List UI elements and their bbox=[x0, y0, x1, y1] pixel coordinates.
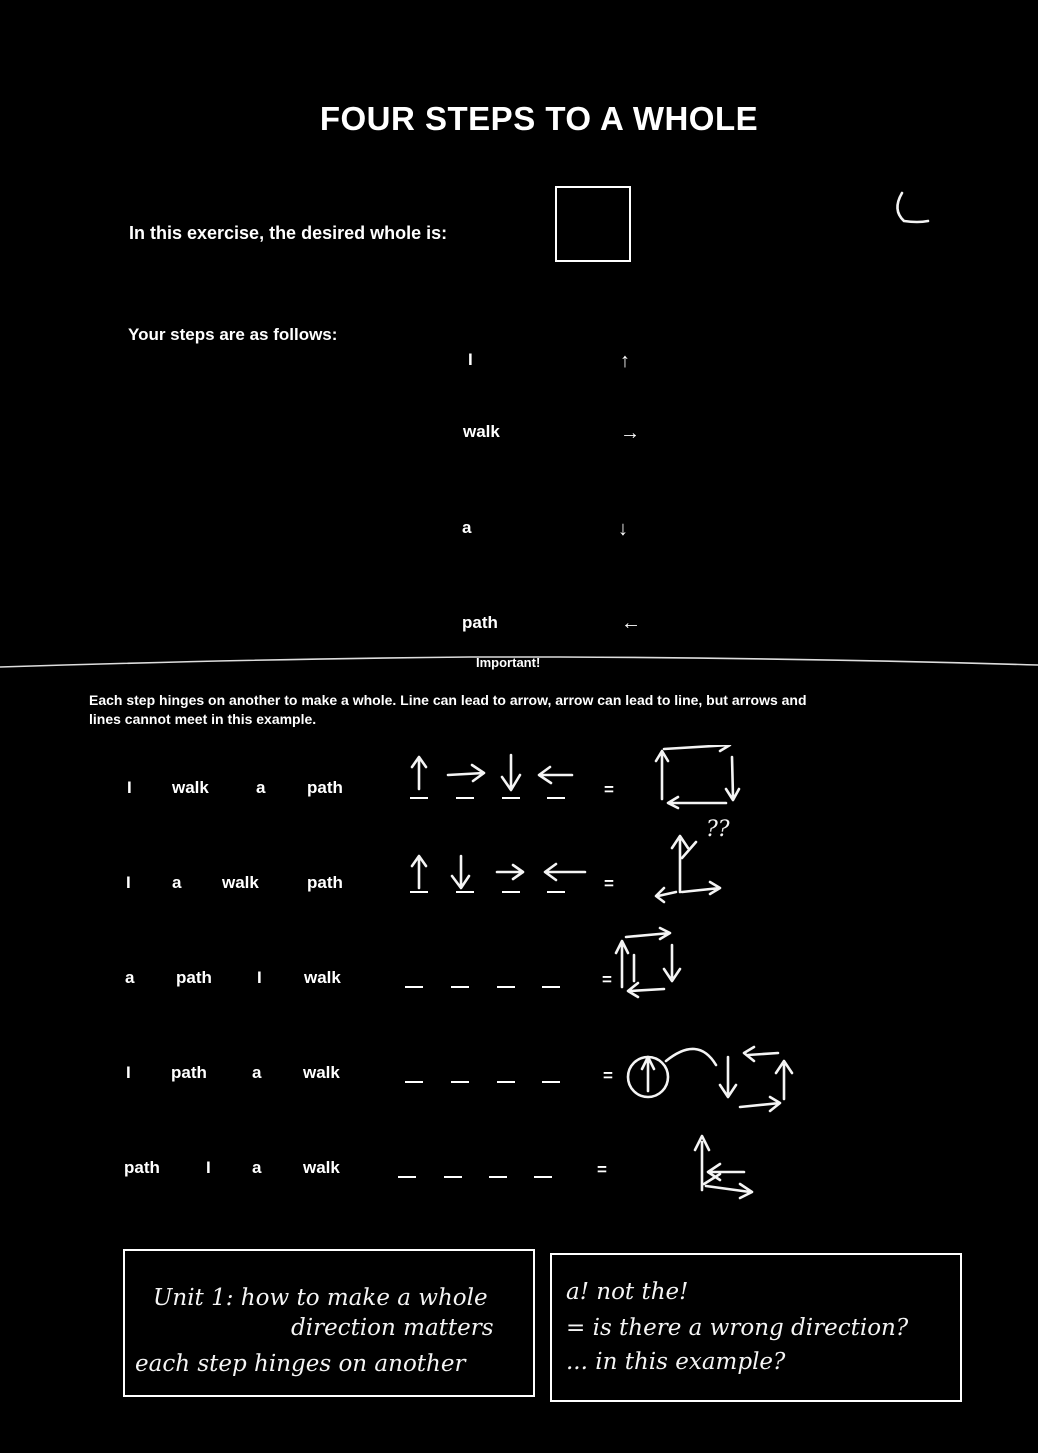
step-word-2: walk bbox=[463, 422, 500, 441]
step-arrow-up-icon: ↑ bbox=[620, 350, 630, 372]
row4-word-3: a bbox=[252, 1063, 262, 1082]
row4-blank-2 bbox=[451, 1081, 469, 1083]
note-left-line2: direction matters bbox=[291, 1315, 494, 1341]
row5-word-4: walk bbox=[303, 1158, 340, 1177]
row5-blank-4 bbox=[534, 1176, 552, 1178]
row4-blank-4 bbox=[542, 1081, 560, 1083]
row2-word-4: path bbox=[307, 873, 343, 892]
note-right-line1: a! not the! bbox=[566, 1279, 689, 1305]
row4-handwritten-figure bbox=[620, 1035, 810, 1120]
important-label: Important! bbox=[476, 655, 541, 670]
page-title: FOUR STEPS TO A WHOLE bbox=[319, 100, 759, 137]
step-word-1: I bbox=[468, 350, 473, 369]
row5-handwritten-figure bbox=[680, 1128, 770, 1208]
desired-whole-label: In this exercise, the desired whole is: bbox=[129, 223, 448, 243]
steps-label: Your steps are as follows: bbox=[128, 325, 338, 344]
row3-word-2: path bbox=[176, 968, 212, 987]
row4-equals: = bbox=[603, 1066, 613, 1085]
row4-word-2: path bbox=[171, 1063, 207, 1082]
row5-word-1: path bbox=[124, 1158, 160, 1177]
step-arrow-right-icon: → bbox=[620, 422, 640, 444]
step-word-4: path bbox=[462, 613, 498, 632]
row3-word-1: a bbox=[125, 968, 135, 987]
row3-word-3: I bbox=[257, 968, 262, 987]
note-left-line3: each step hinges on another bbox=[135, 1351, 466, 1377]
desired-whole-square bbox=[555, 186, 631, 262]
row3-equals: = bbox=[602, 970, 612, 989]
step-word-3: a bbox=[462, 518, 472, 537]
row1-handwritten-answers bbox=[400, 745, 780, 815]
rule-text-line2: lines cannot meet in this example. bbox=[89, 711, 317, 727]
row1-word-2: walk bbox=[172, 778, 209, 797]
rule-text-line1: Each step hinges on another to make a whole. Line can lead to arrow, arrow can lead to line, but arrows and bbox=[89, 692, 807, 708]
step-arrow-down-icon: ↓ bbox=[618, 518, 628, 540]
row5-blank-3 bbox=[489, 1176, 507, 1178]
row2-question-marks: ?? bbox=[706, 817, 730, 842]
row1-word-4: path bbox=[307, 778, 343, 797]
row2-word-1: I bbox=[126, 873, 131, 892]
corner-handwritten-mark bbox=[890, 185, 940, 230]
row1-word-3: a bbox=[256, 778, 266, 797]
row1-equals: = bbox=[604, 780, 614, 799]
row5-equals: = bbox=[597, 1160, 607, 1179]
row3-word-4: walk bbox=[304, 968, 341, 987]
row3-blank-1 bbox=[405, 986, 423, 988]
note-right-line3: ... in this example? bbox=[566, 1349, 786, 1375]
step-arrow-left-icon: ← bbox=[621, 612, 641, 634]
row2-word-3: walk bbox=[222, 873, 259, 892]
note-box-left bbox=[123, 1249, 535, 1397]
row5-word-3: a bbox=[252, 1158, 262, 1177]
row2-equals: = bbox=[604, 874, 614, 893]
row3-blank-4 bbox=[542, 986, 560, 988]
row4-blank-3 bbox=[497, 1081, 515, 1083]
row4-word-1: I bbox=[126, 1063, 131, 1082]
row4-blank-1 bbox=[405, 1081, 423, 1083]
row2-word-2: a bbox=[172, 873, 182, 892]
note-box-right bbox=[550, 1253, 962, 1402]
row3-blank-3 bbox=[497, 986, 515, 988]
note-left-line1: Unit 1: how to make a whole bbox=[153, 1285, 488, 1311]
row5-word-2: I bbox=[206, 1158, 211, 1177]
row1-word-1: I bbox=[127, 778, 132, 797]
row4-word-4: walk bbox=[303, 1063, 340, 1082]
row3-blank-2 bbox=[451, 986, 469, 988]
note-right-line2: = is there a wrong direction? bbox=[566, 1315, 909, 1341]
row5-blank-2 bbox=[444, 1176, 462, 1178]
row3-handwritten-figure bbox=[600, 925, 710, 1005]
row5-blank-1 bbox=[398, 1176, 416, 1178]
row2-handwritten-answers bbox=[400, 812, 780, 907]
